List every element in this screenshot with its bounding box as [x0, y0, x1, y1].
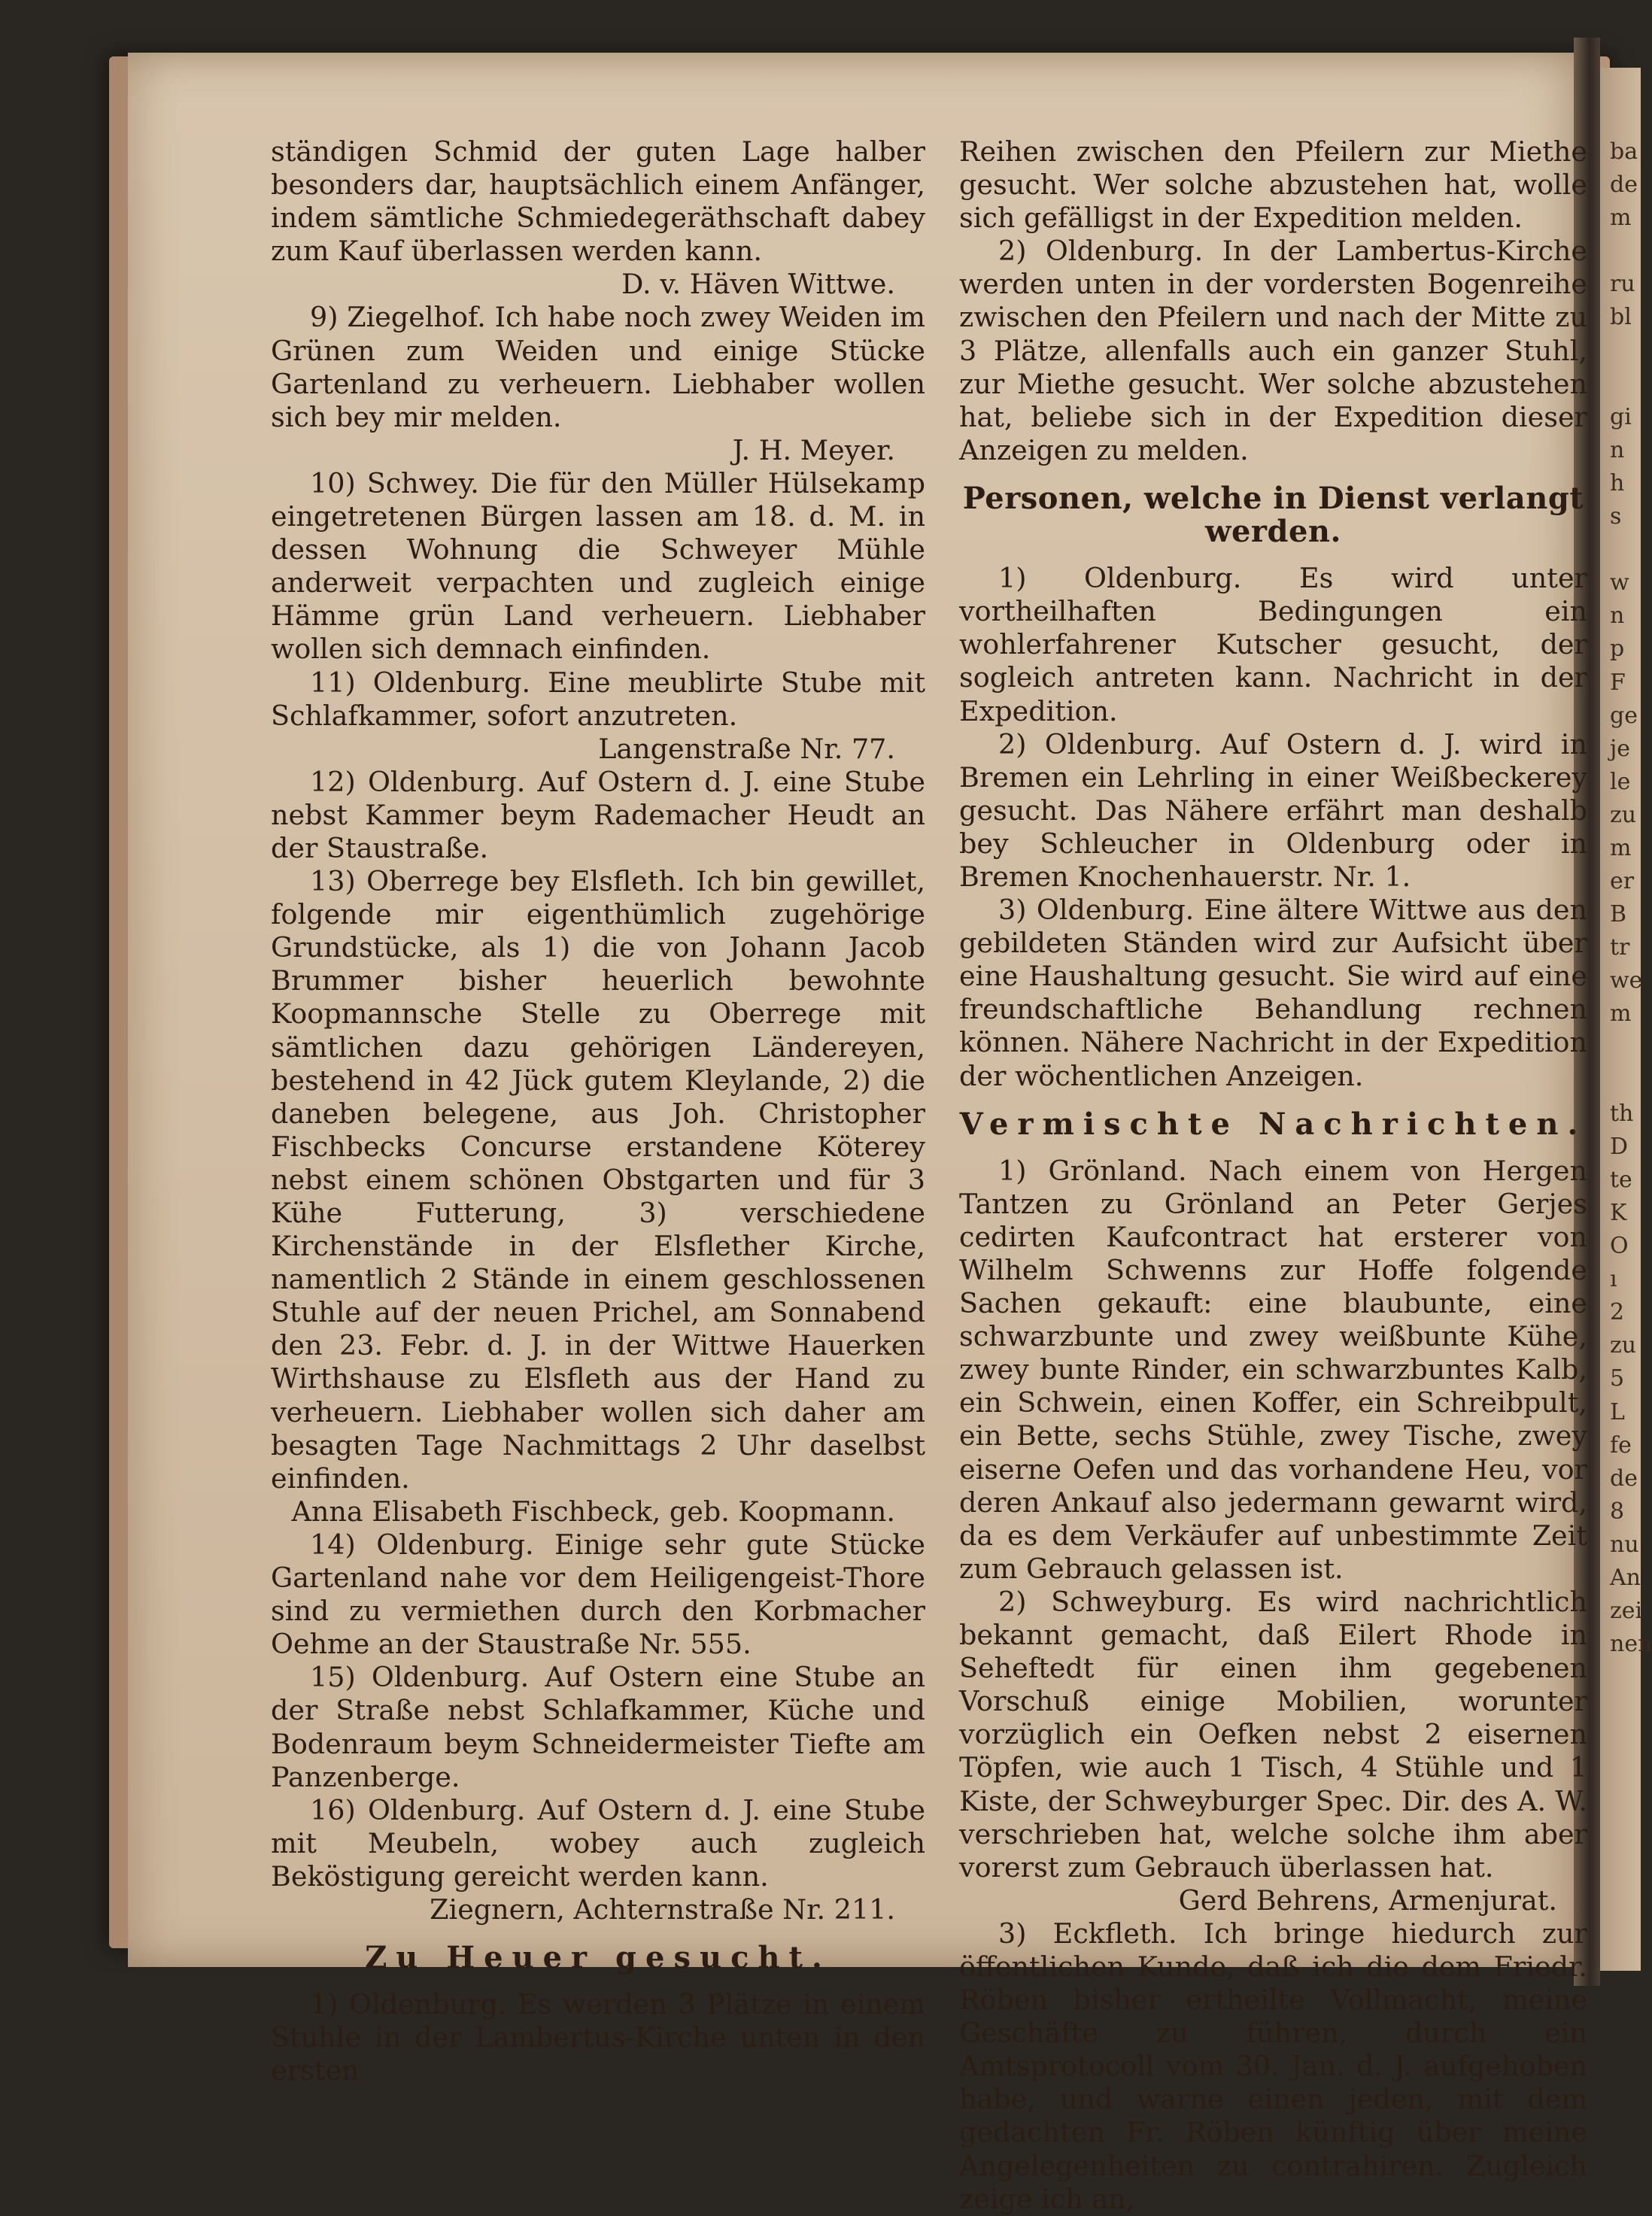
facing-page-fragment: L: [1610, 1398, 1625, 1425]
facing-page-fragment: zei: [1610, 1598, 1643, 1625]
signature: Gerd Behrens, Armenjurat.: [1178, 1884, 1557, 1917]
notice-kutscher: 1) Oldenburg. Es wird unter vortheilhaften Bedingungen ein wohlerfahrener Kutscher gesucht, der sogleich antreten kann. Nachricht in der Expedition.: [959, 562, 1587, 727]
notice-wittwe: 3) Oldenburg. Eine ältere Wittwe aus den gebildeten Ständen wird zur Aufsicht über eine Haushaltung gesucht. Sie wird auf eine freundschaftliche Behandlung rechnen können. Nähere Nachricht in der Expedition der wöchentlichen Anzeigen.: [959, 894, 1587, 1092]
facing-page-text: [1610, 135, 1652, 1661]
notice-schweyburg: 2) Schweyburg. Es wird nachrichtlich bekannt gemacht, daß Eilert Rhode in Seheftedt für einen ihm gegebenen Vorschuß einige Mobilien, worunter vorzüglich ein Oefken nebst 2 eisernen Töpfen, wie auch 1 Tisch, 4 Stühle und 1 Kiste, der Schweyburger Spec. Dir. des A. W. verschrieben hat, welche solche ihm aber vorerst zum Gebrauch überlassen hat.: [959, 1585, 1587, 1884]
facing-page-fragment: zu: [1610, 801, 1637, 828]
notice-oldenburg-16: 16) Oldenburg. Auf Ostern d. J. eine Stube mit Meubeln, wobey auch zugleich Beköstigung gereicht werden kann.: [271, 1793, 925, 1893]
notice-eckfleth: 3) Eckfleth. Ich bringe hiedurch zur öffentlichen Kunde, daß ich die dem Friedr. Röben bisher ertheilte Vollmacht, meine Geschäfte zu führen, durch ein Amtsprotocoll vom 30. Jan. d. J. aufgehoben habe, und warne einen jeden, mit dem gedachten Fr. Röben künftig über meine Angelegenheiten zu contrahiren. Zugleich zeige ich an,: [959, 1917, 1587, 2215]
facing-page-fragment: gi: [1610, 403, 1632, 430]
facing-page-fragment: we: [1610, 967, 1643, 994]
signature: D. v. Häven Wittwe.: [621, 268, 895, 301]
facing-page-fragment: tr: [1610, 934, 1630, 961]
notice-heuer-1: 1) Oldenburg. Es werden 3 Plätze in einem Stuhle in der Lambertus-Kirche unten in den ersten: [271, 1988, 925, 2087]
facing-page-fragment: O: [1610, 1233, 1629, 1260]
facing-page-fragment: [1610, 368, 1641, 401]
section-heading: Zu Heuer gesucht.: [365, 1940, 831, 1976]
left-column: [271, 135, 925, 2087]
facing-page-fragment: 2: [1610, 1299, 1625, 1326]
facing-page-fragment: B: [1610, 901, 1627, 928]
facing-page-fragment: de: [1610, 1465, 1638, 1492]
facing-page-fragment: An: [1610, 1565, 1641, 1592]
facing-page-fragment: ru: [1610, 271, 1635, 298]
section-heading: Vermischte Nachrichten.: [959, 1106, 1587, 1142]
notice-oldenburg-14: 14) Oldenburg. Einige sehr gute Stücke Gartenland nahe vor dem Heiligengeist-Thore sind zu vermiethen durch den Korbmacher Oehme an der Staustraße Nr. 555.: [271, 1528, 925, 1661]
facing-page-fragment: [1610, 235, 1641, 268]
facing-page-fragment: ı: [1610, 1266, 1617, 1293]
facing-page-fragment: te: [1610, 1166, 1632, 1193]
notice-oldenburg-11: 11) Oldenburg. Eine meublirte Stube mit Schlafkammer, sofort anzutreten.: [271, 666, 925, 732]
notice-lambertus: 2) Oldenburg. In der Lambertus-Kirche werden unten in der vordersten Bogenreihe zwischen den Pfeilern und nach der Mitte zu 3 Plätze, allenfalls auch ein ganzer Stuhl, zur Miethe gesucht. Wer solche abzustehen hat, beliebe sich in der Expedition dieser Anzeigen zu melden.: [959, 235, 1587, 466]
facing-page-fragment: je: [1610, 735, 1631, 762]
facing-page-fragment: n: [1610, 603, 1625, 630]
facing-page-fragment: le: [1610, 768, 1631, 795]
facing-page-fragment: n: [1610, 436, 1625, 463]
facing-page-fragment: w: [1610, 569, 1629, 596]
facing-page-fragment: F: [1610, 669, 1626, 696]
facing-page-fragment: zu: [1610, 1332, 1637, 1359]
facing-page-fragment: 8: [1610, 1498, 1625, 1525]
signature: Anna Elisabeth Fischbeck, geb. Koopmann.: [291, 1495, 895, 1528]
notice-oldenburg-15: 15) Oldenburg. Auf Ostern eine Stube an der Straße nebst Schlafkammer, Küche und Bodenraum beym Schneidermeister Tiefte am Panzenberge.: [271, 1661, 925, 1793]
facing-page-fragment: bl: [1610, 304, 1632, 331]
facing-page-fragment: th: [1610, 1100, 1634, 1127]
facing-page-fragment: m: [1610, 1000, 1632, 1028]
signature: Ziegnern, Achternstraße Nr. 211.: [430, 1893, 895, 1926]
notice-ziegelhof: 9) Ziegelhof. Ich habe noch zwey Weiden im Grünen zum Weiden und einige Stücke Gartenland zu verheuern. Liebhaber wollen sich bey mir melden.: [271, 301, 925, 433]
facing-page-fragment: er: [1610, 868, 1635, 895]
right-column: [959, 135, 1587, 2216]
facing-page-fragment: h: [1610, 469, 1625, 496]
facing-page-fragment: m: [1610, 205, 1632, 232]
facing-page-fragment: m: [1610, 834, 1632, 861]
facing-page-fragment: ge: [1610, 702, 1638, 729]
facing-page-fragment: fe: [1610, 1431, 1632, 1459]
notice-schwey: 10) Schwey. Die für den Müller Hülsekamp eingetretenen Bürgen lassen am 18. d. M. in dessen Wohnung die Schweyer Mühle anderweit verpachten und zugleich einige Hämme grün Land verheuern. Liebhaber wollen sich demnach einfinden.: [271, 466, 925, 666]
notice-oberrege: 13) Oberrege bey Elsfleth. Ich bin gewillet, folgende mir eigenthümlich zugehörige Grundstücke, als 1) die von Johann Jacob Brummer bisher heuerlich bewohnte Koopmannsche Stelle zu Oberrege mit sämtlichen dazu gehörigen Ländereyen, bestehend in 42 Jück gutem Kleylande, 2) die daneben belegene, aus Joh. Christopher Fischbecks Concurse erstandene Köterey nebst einem schönen Obstgarten und für 3 Kühe Futterung, 3) verschiedene Kirchenstände in der Elsflether Kirche, namentlich 2 Stände in einem geschlossenen Stuhle auf der neuen Prichel, am Sonnabend den 23. Febr. d. J. in der Wittwe Hauerken Wirthshause zu Elsfleth aus der Hand zu verheuern. Liebhaber wollen sich daher am besagten Tage Nachmittags 2 Uhr daselbst einfinden.: [271, 865, 925, 1495]
facing-page-fragment: [1610, 1031, 1641, 1064]
facing-page-fragment: p: [1610, 636, 1625, 663]
facing-page-fragment: [1610, 335, 1641, 368]
facing-page-fragment: nu: [1610, 1531, 1639, 1558]
facing-page-fragment: [1610, 1064, 1641, 1097]
signature: Langenstraße Nr. 77.: [598, 732, 895, 765]
section-heading: Personen, welche in Dienst verlangt werden.: [962, 480, 1584, 550]
facing-page-fragment: [1610, 533, 1641, 566]
facing-page-fragment: nen: [1610, 1631, 1652, 1658]
facing-page-fragment: D: [1610, 1133, 1629, 1160]
facing-page-fragment: 5: [1610, 1365, 1625, 1392]
facing-page-fragment: ba: [1610, 138, 1638, 165]
signature: J. H. Meyer.: [732, 433, 895, 466]
paragraph: ständigen Schmid der guten Lage halber besonders dar, hauptsächlich einem Anfänger, indem sämtliche Schmiedegeräthschaft dabey zum Kauf überlassen werden kann.: [271, 135, 925, 268]
notice-oldenburg-12: 12) Oldenburg. Auf Ostern d. J. eine Stube nebst Kammer beym Rademacher Heudt an der Staustraße.: [271, 765, 925, 864]
facing-page-fragment: K: [1610, 1200, 1627, 1226]
notice-groenland: 1) Grönland. Nach einem von Hergen Tantzen zu Grönland an Peter Gerjes cedirten Kaufcontract hat ersterer von Wilhelm Schwenns zur Hoffe folgende Sachen gekauft: eine blaubunte, eine schwarzbunte und zwey weißbunte Kühe, zwey bunte Rinder, ein schwarzbuntes Kalb, ein Schwein, einen Koffer, ein Schreibpult, ein Bette, sechs Stühle, zwey Tische, zwey eiserne Oefen und das vorhandene Heu, vor deren Ankauf also jedermann gewarnt wird, da es dem Verkäufer auf unbestimmte Zeit zum Gebrauch gelassen ist.: [959, 1154, 1587, 1585]
facing-page-fragment: s: [1610, 503, 1622, 530]
notice-lehrling: 2) Oldenburg. Auf Ostern d. J. wird in Bremen ein Lehrling in einer Weißbeckerey gesucht. Das Nähere erfährt man deshalb bey Schleucher in Oldenburg oder in Bremen Knochenhauerstr. Nr. 1.: [959, 727, 1587, 893]
paragraph: Reihen zwischen den Pfeilern zur Miethe gesucht. Wer solche abzustehen hat, wolle sich gefälligst in der Expedition melden.: [959, 135, 1587, 235]
facing-page-fragment: de: [1610, 172, 1638, 199]
